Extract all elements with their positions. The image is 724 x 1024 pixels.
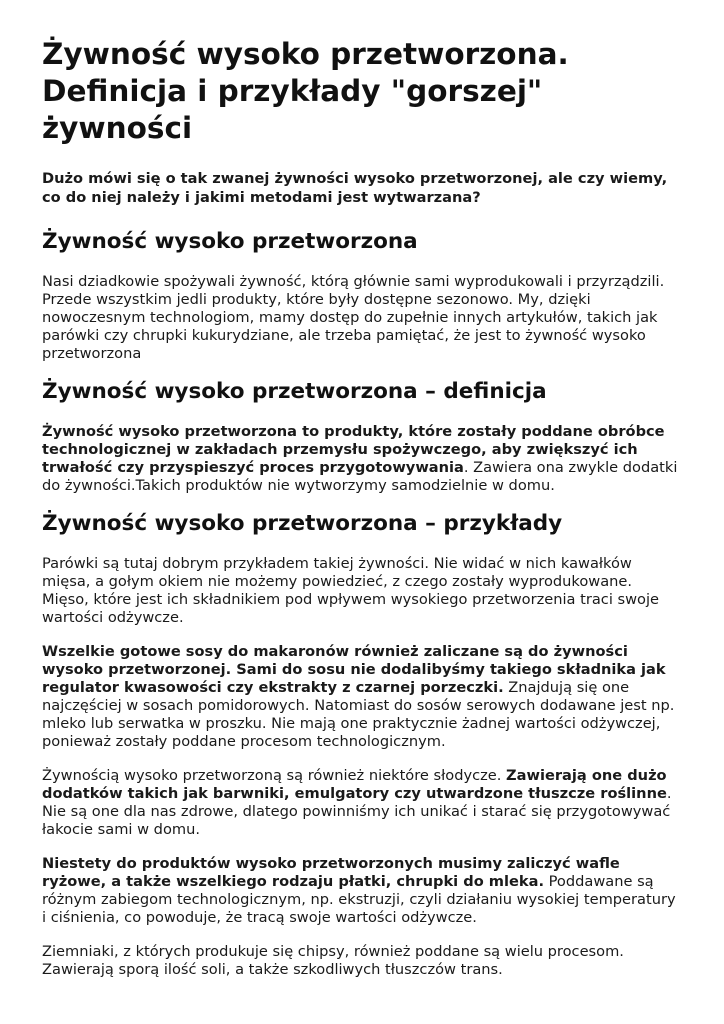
- paragraph: [42, 423, 680, 495]
- text: . Zawiera ona zwykle dodatki do żywności.Takich produktów nie wytworzymy samodzielnie w domu.: [42, 459, 678, 494]
- paragraph: Ziemniaki, z których produkuje się chipsy, również poddane są wielu procesom. Zawierają sporą ilość soli, a także szkodliwych tłuszczów trans.: [42, 943, 624, 978]
- section-examples: [42, 511, 680, 979]
- paragraph: [42, 855, 680, 927]
- text: Poddawane są różnym zabiegom technologicznym, np. ekstruzji, czyli działaniu wysokiej temperatury i ciśnienia, co powoduje, że tracą swoje wartości odżywcze.: [42, 873, 676, 926]
- paragraph: Nasi dziadkowie spożywali żywność, którą głównie sami wyprodukowali i przyrządzili. Przede wszystkim jedli produkty, które były dostępne sezonowo. My, dzięki nowoczesnym technologiom, mamy dostęp do zupełnie innych artykułów, takich jak parówki czy chrupki kukurydziane, ale trzeba pamiętać, że jest to żywność wysoko przetworzona: [42, 273, 665, 362]
- bold-text: Wszelkie gotowe sosy do makaronów również zaliczane są do żywności wysoko przetworzonej. Sami do sosu nie dodalibyśmy takiego składnika jak regulator kwasowości czy ekstrakty z czarnej porzeczki.: [42, 643, 666, 696]
- paragraph: [42, 767, 680, 839]
- paragraph: Parówki są tutaj dobrym przykładem takiej żywności. Nie widać w nich kawałków mięsa, a gołym okiem nie możemy powiedzieć, z czego zostały wyprodukowane. Mięso, które jest ich składnikiem pod wpływem wysokiego przetworzenia traci swoje wartości odżywcze.: [42, 555, 660, 626]
- paragraph: [42, 643, 680, 751]
- page-title: Żywność wysoko przetworzona. Definicja i przykłady "gorszej" żywności: [42, 37, 569, 145]
- section-definition: [42, 379, 680, 495]
- section-heading: Żywność wysoko przetworzona: [42, 229, 418, 254]
- text: Żywnością wysoko przetworzoną są również niektóre słodycze.: [42, 767, 507, 784]
- bold-text: Żywność wysoko przetworzona to produkty, które zostały poddane obróbce technologicznej w zakładach przemysłu spożywczego, aby zwiększyć ich trwałość czy przyspieszyć proces przygotowywania: [42, 423, 665, 476]
- text: Znajdują się one najczęściej w sosach pomidorowych. Natomiast do sosów serowych dodawane jest np. mleko lub serwatka w proszku. Nie mają one praktycznie żadnej wartości odżywczej, ponieważ zostały poddane procesom technologicznym.: [42, 679, 675, 750]
- bold-text: Zawierają one dużo dodatków takich jak barwniki, emulgatory czy utwardzone tłuszcze roślinne: [42, 767, 667, 802]
- bold-text: Niestety do produktów wysoko przetworzonych musimy zaliczyć wafle ryżowe, a także wszelkiego rodzaju płatki, chrupki do mleka.: [42, 855, 620, 890]
- section-heading: Żywność wysoko przetworzona – definicja: [42, 379, 547, 404]
- section-intro: [42, 229, 680, 363]
- lead-paragraph: Dużo mówi się o tak zwanej żywności wysoko przetworzonej, ale czy wiemy, co do niej należy i jakimi metodami jest wytwarzana?: [42, 170, 668, 206]
- text: . Nie są one dla nas zdrowe, dlatego powinniśmy ich unikać i starać się przygotowywać łakocie sami w domu.: [42, 785, 672, 838]
- section-heading: Żywność wysoko przetworzona – przykłady: [42, 511, 563, 536]
